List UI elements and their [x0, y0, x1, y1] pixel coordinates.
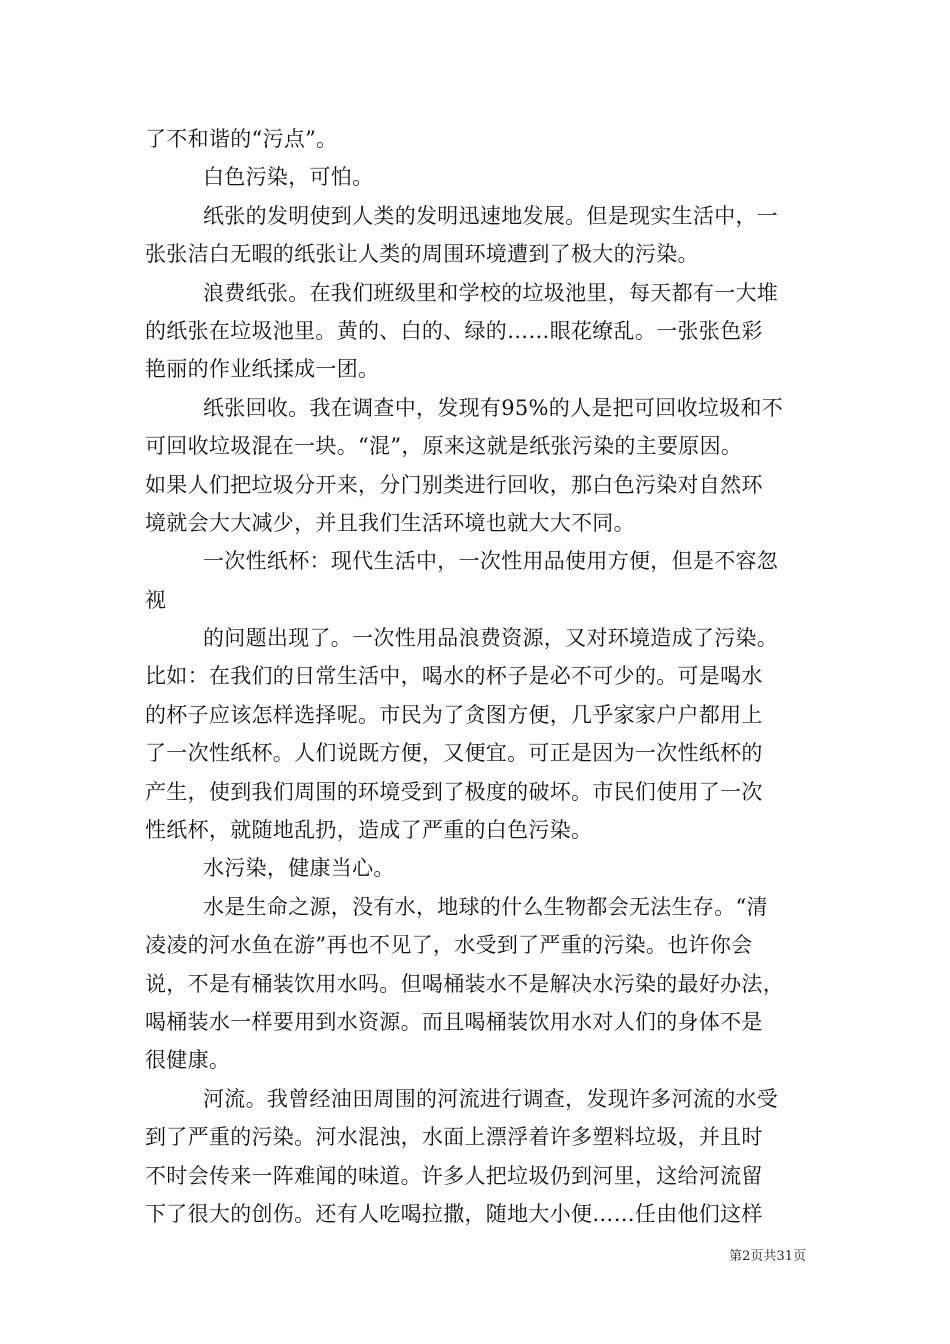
page-footer: [0, 1245, 806, 1264]
text-line: 白色污染，可怕。: [203, 165, 374, 190]
text-line: 到了严重的污染。河水混浊，水面上漂浮着许多塑料垃圾，并且时: [145, 1125, 763, 1150]
text-line: 的杯子应该怎样选择呢。市民为了贪图方便，几乎家家户户都用上: [145, 702, 763, 727]
text-line: 喝桶装水一样要用到水资源。而且喝桶装饮用水对人们的身体不是: [145, 1009, 763, 1034]
text-line: 境就会大大减少，并且我们生活环境也就大大不同。: [145, 510, 635, 535]
text-line: 比如：在我们的日常生活中，喝水的杯子是必不可少的。可是喝水: [145, 664, 763, 689]
text-line: 纸张回收。我在调查中，发现有95%的人是把可回收垃圾和不: [203, 395, 784, 420]
text-line: 视: [145, 587, 167, 612]
footer-prefix: 第: [729, 1249, 743, 1264]
current-page-number: 2: [742, 1249, 751, 1264]
text-line: 性纸杯，就随地乱扔，造成了严重的白色污染。: [145, 818, 593, 843]
text-line: 的纸张在垃圾池里。黄的、白的、绿的……眼花缭乱。一张张色彩: [145, 318, 763, 343]
text-line: 一次性纸杯：现代生活中，一次性用品使用方便，但是不容忽: [203, 549, 779, 574]
document-body: [145, 120, 810, 1233]
text-line: 下了很大的创伤。还有人吃喝拉撒，随地大小便……任由他们这样: [145, 1201, 763, 1226]
text-line: 不时会传来一阵难闻的味道。许多人把垃圾仍到河里，这给河流留: [145, 1163, 763, 1188]
text-line: 的问题出现了。一次性用品浪费资源，又对环境造成了污染。: [203, 626, 779, 651]
text-line: 了一次性纸杯。人们说既方便，又便宜。可正是因为一次性纸杯的: [145, 741, 763, 766]
footer-middle: 页共: [750, 1249, 777, 1264]
footer-suffix: 页: [792, 1249, 806, 1264]
text-line: 浪费纸张。在我们班级里和学校的垃圾池里，每天都有一大堆: [203, 280, 779, 305]
text-line: 很健康。: [145, 1048, 231, 1073]
text-line: 纸张的发明使到人类的发明迅速地发展。但是现实生活中，一: [203, 203, 779, 228]
text-line: 可回收垃圾混在一块。“混”，原来这就是纸张污染的主要原因。: [145, 434, 743, 459]
text-line: 水污染，健康当心。: [203, 856, 395, 881]
text-line: 产生，使到我们周围的环境受到了极度的破坏。市民们使用了一次: [145, 779, 763, 804]
total-pages: 31: [776, 1249, 793, 1264]
text-line: 了不和谐的“污点”。: [145, 127, 338, 151]
text-line: 凌凌的河水鱼在游”再也不见了，水受到了严重的污染。也许你会: [145, 933, 753, 958]
text-line: 艳丽的作业纸揉成一团。: [145, 357, 380, 382]
text-line: 水是生命之源，没有水，地球的什么生物都会无法生存。“清: [203, 894, 768, 919]
text-line: 如果人们把垃圾分开来，分门别类进行回收，那白色污染对自然环: [145, 472, 763, 497]
text-line: 河流。我曾经油田周围的河流进行调查，发现许多河流的水受: [203, 1086, 779, 1111]
text-line: 说，不是有桶装饮用水吗。但喝桶装水不是解决水污染的最好办法，: [145, 971, 784, 996]
text-line: 张张洁白无暇的纸张让人类的周围环境遭到了极大的污染。: [145, 242, 699, 267]
